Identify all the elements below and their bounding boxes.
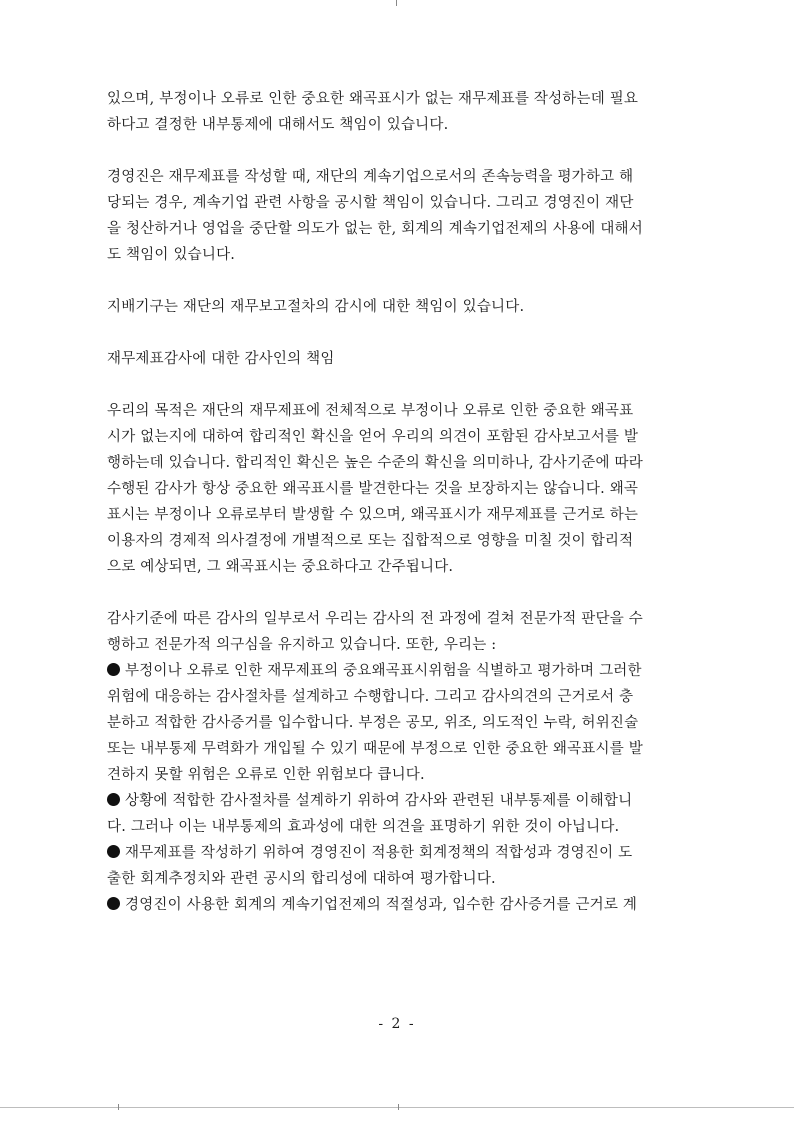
bullet-icon — [107, 793, 120, 806]
text-line: 표시는 부정이나 오류로부터 발생할 수 있으며, 왜곡표시가 재무제표를 근거로 하는 — [107, 507, 639, 523]
text-line — [107, 658, 689, 684]
text-line: 위험에 대응하는 감사절차를 설계하고 수행합니다. 그리고 감사의견의 근거로서 충 — [107, 689, 634, 705]
footer-rule — [0, 1107, 794, 1108]
list-item — [107, 892, 689, 918]
page-number: - 2 - — [378, 1016, 416, 1032]
text-line — [107, 788, 689, 814]
text-line: 으로 예상되면, 그 왜곡표시는 중요하다고 간주됩니다. — [107, 559, 454, 575]
bullet-text: 재무제표를 작성하기 위하여 경영진이 적용한 회계정책의 적합성과 경영진이 도 — [125, 845, 633, 861]
text-line: 행하고 전문가적 의구심을 유지하고 있습니다. 또한, 우리는 : — [107, 637, 497, 653]
footer-crop-mark — [398, 1104, 399, 1110]
text-line: 출한 회계추정치와 관련 공시의 합리성에 대하여 평가합니다. — [107, 871, 496, 887]
text-line: 경영진은 재무제표를 작성할 때, 재단의 계속기업으로서의 존속능력을 평가하고 해 — [107, 169, 634, 185]
bullet-text: 상황에 적합한 감사절차를 설계하기 위하여 감사와 관련된 내부통제를 이해합니 — [125, 793, 633, 809]
paragraph-audit-objective — [107, 398, 689, 580]
bullet-text: 부정이나 오류로 인한 재무제표의 중요왜곡표시위험을 식별하고 평가하며 그러한 — [125, 663, 642, 679]
text-line: 시가 없는지에 대하여 합리적인 확신을 얻어 우리의 의견이 포함된 감사보고서를 발 — [107, 429, 639, 445]
text-line — [107, 840, 689, 866]
bullet-text: 경영진이 사용한 회계의 계속기업전제의 적절성과, 입수한 감사증거를 근거로 계 — [125, 897, 638, 913]
paragraph-going-concern — [107, 164, 689, 268]
text-line: 수행된 감사가 항상 중요한 왜곡표시를 발견한다는 것을 보장하지는 않습니다. 왜곡 — [107, 481, 639, 497]
list-item — [107, 788, 689, 840]
text-line: 지배기구는 재단의 재무보고절차의 감시에 대한 책임이 있습니다. — [107, 299, 525, 315]
text-line: 하다고 결정한 내부통제에 대해서도 책임이 있습니다. — [107, 117, 449, 133]
paragraph-audit-process — [107, 606, 689, 658]
bullet-icon — [107, 663, 120, 676]
text-line: 을 청산하거나 영업을 중단할 의도가 없는 한, 회계의 계속기업전제의 사용에 대해서 — [107, 221, 643, 237]
list-item — [107, 840, 689, 892]
paragraph-continued-responsibility — [107, 86, 689, 138]
bullet-icon — [107, 897, 120, 910]
text-line: 행하는데 있습니다. 합리적인 확신은 높은 수준의 확신을 의미하나, 감사기준에 따라 — [107, 455, 643, 471]
paragraph-governance — [107, 294, 689, 320]
text-line: 견하지 못할 위험은 오류로 인한 위험보다 큽니다. — [107, 767, 425, 783]
text-line: 우리의 목적은 재단의 재무제표에 전체적으로 부정이나 오류로 인한 중요한 왜곡표 — [107, 403, 634, 419]
text-line: 분하고 적합한 감사증거를 입수합니다. 부정은 공모, 위조, 의도적인 누락, 허위진술 — [107, 715, 639, 731]
audit-procedure-list — [107, 658, 689, 918]
text-line: 또는 내부통제 무력화가 개입될 수 있기 때문에 부정으로 인한 중요한 왜곡표시를 발 — [107, 741, 643, 757]
bullet-icon — [107, 845, 120, 858]
text-line: 다. 그러나 이는 내부통제의 효과성에 대한 의견을 표명하기 위한 것이 아닙니다. — [107, 819, 620, 835]
text-line — [107, 892, 689, 918]
text-line: 당되는 경우, 계속기업 관련 사항을 공시할 책임이 있습니다. 그리고 경영진이 재단 — [107, 195, 634, 211]
text-line: 있으며, 부정이나 오류로 인한 중요한 왜곡표시가 없는 재무제표를 작성하는데 필요 — [107, 91, 639, 107]
text-line: 감사기준에 따른 감사의 일부로서 우리는 감사의 전 과정에 걸쳐 전문가적 판단을 수 — [107, 611, 643, 627]
text-line: 도 책임이 있습니다. — [107, 247, 236, 263]
top-crop-mark — [396, 0, 397, 6]
list-item — [107, 658, 689, 788]
text-line: 이용자의 경제적 의사결정에 개별적으로 또는 집합적으로 영향을 미칠 것이 합리적 — [107, 533, 634, 549]
document-body — [107, 86, 689, 918]
footer-crop-mark — [118, 1104, 119, 1110]
section-heading: 재무제표감사에 대한 감사인의 책임 — [107, 351, 335, 367]
